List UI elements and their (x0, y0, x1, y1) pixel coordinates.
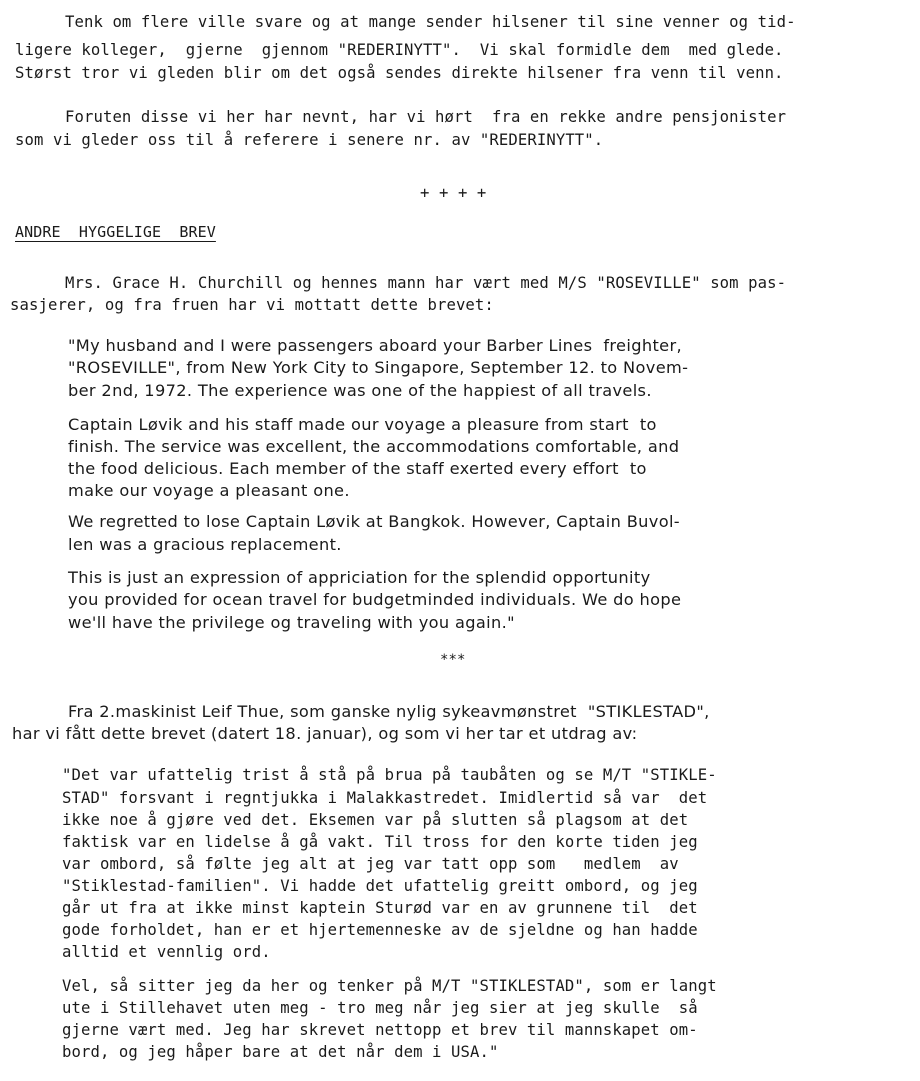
text-line: alltid et vennlig ord. (62, 943, 271, 961)
text-line: STAD" forsvant i regntjukka i Malakkastredet. Imidlertid så var det (62, 789, 708, 807)
separator-plus: + + + + (420, 184, 487, 202)
text-line: sasjerer, og fra fruen har vi mottatt dette brevet: (10, 296, 494, 314)
text-line: finish. The service was excellent, the accommodations comfortable, and (68, 437, 680, 456)
text-line: len was a gracious replacement. (68, 535, 342, 554)
section-heading: ANDRE HYGGELIGE BREV (15, 223, 216, 241)
text-line: ligere kolleger, gjerne gjennom "REDERINYTT". Vi skal formidle dem med glede. (15, 41, 784, 59)
text-line: "ROSEVILLE", from New York City to Singapore, September 12. to Novem- (68, 358, 689, 377)
text-line: This is just an expression of appriciation for the splendid opportunity (68, 568, 651, 587)
text-line: make our voyage a pleasant one. (68, 481, 350, 500)
text-line: Størst tror vi gleden blir om det også sendes direkte hilsener fra venn til venn. (15, 64, 784, 82)
text-line: Tenk om flere ville svare og at mange sender hilsener til sine venner og tid- (65, 13, 796, 31)
text-line: Captain Løvik and his staff made our voyage a pleasure from start to (68, 415, 657, 434)
text-line: you provided for ocean travel for budgetminded individuals. We do hope (68, 590, 682, 609)
text-line: som vi gleder oss til å referere i senere nr. av "REDERINYTT". (15, 131, 604, 149)
text-line: We regretted to lose Captain Løvik at Bangkok. However, Captain Buvol- (68, 512, 680, 531)
separator-stars: *** (440, 652, 466, 668)
text-line: ber 2nd, 1972. The experience was one of the happiest of all travels. (68, 381, 652, 400)
text-line: "Det var ufattelig trist å stå på brua på taubåten og se M/T "STIKLE- (62, 766, 717, 784)
text-line: Fra 2.maskinist Leif Thue, som ganske nylig sykeavmønstret "STIKLESTAD", (68, 702, 710, 721)
text-line: gjerne vært med. Jeg har skrevet nettopp et brev til mannskapet om- (62, 1021, 698, 1039)
text-line: "Stiklestad-familien". Vi hadde det ufattelig greitt ombord, og jeg (62, 877, 698, 895)
text-line: Mrs. Grace H. Churchill og hennes mann har vært med M/S "ROSEVILLE" som pas- (65, 274, 787, 292)
text-line: var ombord, så følte jeg alt at jeg var tatt opp som medlem av (62, 855, 679, 873)
text-line: bord, og jeg håper bare at det når dem i USA." (62, 1043, 499, 1061)
text-line: går ut fra at ikke minst kaptein Sturød var en av grunnene til det (62, 899, 698, 917)
text-line: the food delicious. Each member of the staff exerted every effort to (68, 459, 647, 478)
text-line: "My husband and I were passengers aboard your Barber Lines freighter, (68, 336, 682, 355)
text-line: faktisk var en lidelse å gå vakt. Til tross for den korte tiden jeg (62, 833, 698, 851)
text-line: gode forholdet, han er et hjertemenneske av de sjeldne og han hadde (62, 921, 698, 939)
text-line: Vel, så sitter jeg da her og tenker på M/T "STIKLESTAD", som er langt (62, 977, 717, 995)
text-line: Foruten disse vi her har nevnt, har vi hørt fra en rekke andre pensjonister (65, 108, 787, 126)
text-line: har vi fått dette brevet (datert 18. januar), og som vi her tar et utdrag av: (12, 724, 638, 743)
text-line: we'll have the privilege og traveling with you again." (68, 613, 515, 632)
text-line: ute i Stillehavet uten meg - tro meg når jeg sier at jeg skulle så (62, 999, 698, 1017)
text-line: ikke noe å gjøre ved det. Eksemen var på slutten så plagsom at det (62, 811, 689, 829)
